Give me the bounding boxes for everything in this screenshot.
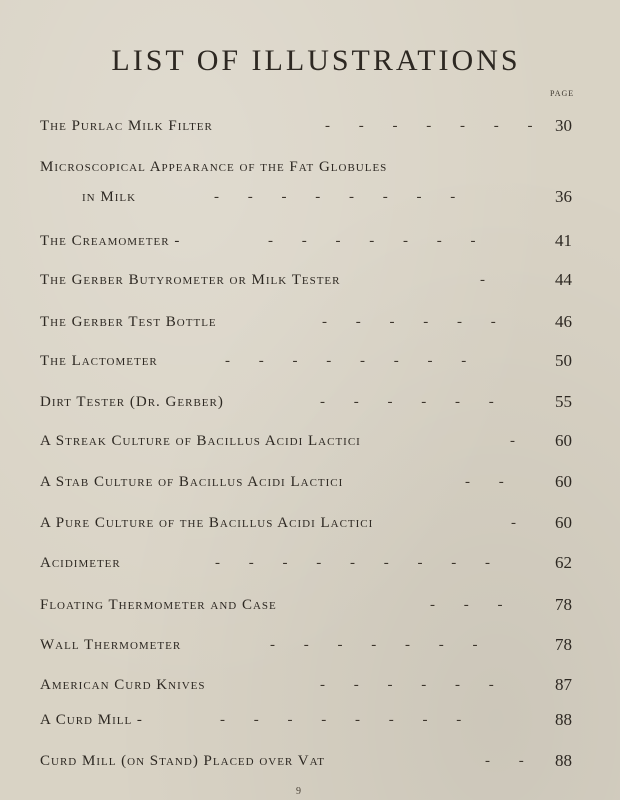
entry-page-number: 60 <box>555 472 572 491</box>
folio-page-number: 9 <box>296 786 301 797</box>
entry-page-number: 88 <box>555 751 572 770</box>
entry-title: A Pure Culture of the Bacillus Acidi Lactici <box>40 515 374 531</box>
leader-dashes: - <box>510 433 515 449</box>
entry-page-number: 46 <box>555 312 572 331</box>
entry-page-number: 78 <box>555 595 572 614</box>
list-entry <box>40 633 580 657</box>
entry-page-number: 60 <box>555 513 572 532</box>
list-entry <box>40 268 580 292</box>
entry-title: American Curd Knives <box>40 677 206 693</box>
entry-page-number: 44 <box>555 270 572 289</box>
leader-dashes: - - - - - - - - <box>225 353 467 369</box>
list-entry <box>40 673 580 697</box>
list-entry <box>40 708 580 732</box>
list-entry <box>40 593 580 617</box>
entry-page-number: 88 <box>555 710 572 729</box>
leader-dashes: - - - - - - <box>320 394 494 410</box>
entry-title: A Curd Mill - <box>40 712 143 728</box>
list-entry <box>40 310 580 334</box>
list-entry <box>40 229 580 253</box>
leader-dashes: - - - - - - - <box>270 637 478 653</box>
entry-title: Acidimeter <box>40 555 121 571</box>
entry-page-number: 78 <box>555 635 572 654</box>
list-entry <box>40 429 580 453</box>
entry-title: Curd Mill (on Stand) Placed over Vat <box>40 753 326 769</box>
list-entry <box>40 511 580 535</box>
list-entry <box>40 749 580 773</box>
entry-title: Floating Thermometer and Case <box>40 597 277 613</box>
entry-title: The Gerber Test Bottle <box>40 314 217 330</box>
leader-dashes: - <box>511 515 516 531</box>
entry-page-number: 36 <box>555 187 572 206</box>
entry-title: Wall Thermometer <box>40 637 182 653</box>
leader-dashes: - - - - - - - <box>268 233 476 249</box>
leader-dashes: - - - <box>430 597 503 613</box>
entry-page-number: 55 <box>555 392 572 411</box>
entry-title: The Creamometer - <box>40 233 181 249</box>
entry-page-number: 50 <box>555 351 572 370</box>
leader-dashes: - - - - - - <box>320 677 494 693</box>
leader-dashes: - - <box>485 753 524 769</box>
list-entry <box>40 349 580 373</box>
entry-title: The Gerber Butyrometer or Milk Tester <box>40 272 341 288</box>
leader-dashes: - - - - - - - - <box>220 712 462 728</box>
list-entry <box>40 470 580 494</box>
list-entry <box>40 390 580 414</box>
page-column-label: PAGE <box>550 89 575 98</box>
leader-dashes: - - - - - - - <box>325 118 533 134</box>
list-entry <box>40 114 580 138</box>
entry-title: Microscopical Appearance of the Fat Globules <box>40 159 388 175</box>
entry-title: Dirt Tester (Dr. Gerber) <box>40 394 224 410</box>
list-entry <box>40 551 580 575</box>
list-entry-continuation <box>82 185 580 209</box>
leader-dashes: - - - - - - - - - <box>215 555 490 571</box>
entry-page-number: 60 <box>555 431 572 450</box>
leader-dashes: - - - - - - <box>322 314 496 330</box>
entry-title: A Streak Culture of Bacillus Acidi Lactici <box>40 433 361 449</box>
entry-page-number: 30 <box>555 116 572 135</box>
entry-page-number: 41 <box>555 231 572 250</box>
page-title: LIST OF ILLUSTRATIONS <box>111 44 521 77</box>
leader-dashes: - - <box>465 474 504 490</box>
entry-page-number: 62 <box>555 553 572 572</box>
entry-title: in Milk <box>82 189 137 205</box>
entry-title: The Lactometer <box>40 353 158 369</box>
leader-dashes: - - - - - - - - <box>214 189 456 205</box>
entry-title: The Purlac Milk Filter <box>40 118 213 134</box>
entry-title: A Stab Culture of Bacillus Acidi Lactici <box>40 474 344 490</box>
entry-page-number: 87 <box>555 675 572 694</box>
leader-dashes: - <box>480 272 485 288</box>
list-entry <box>40 155 580 179</box>
